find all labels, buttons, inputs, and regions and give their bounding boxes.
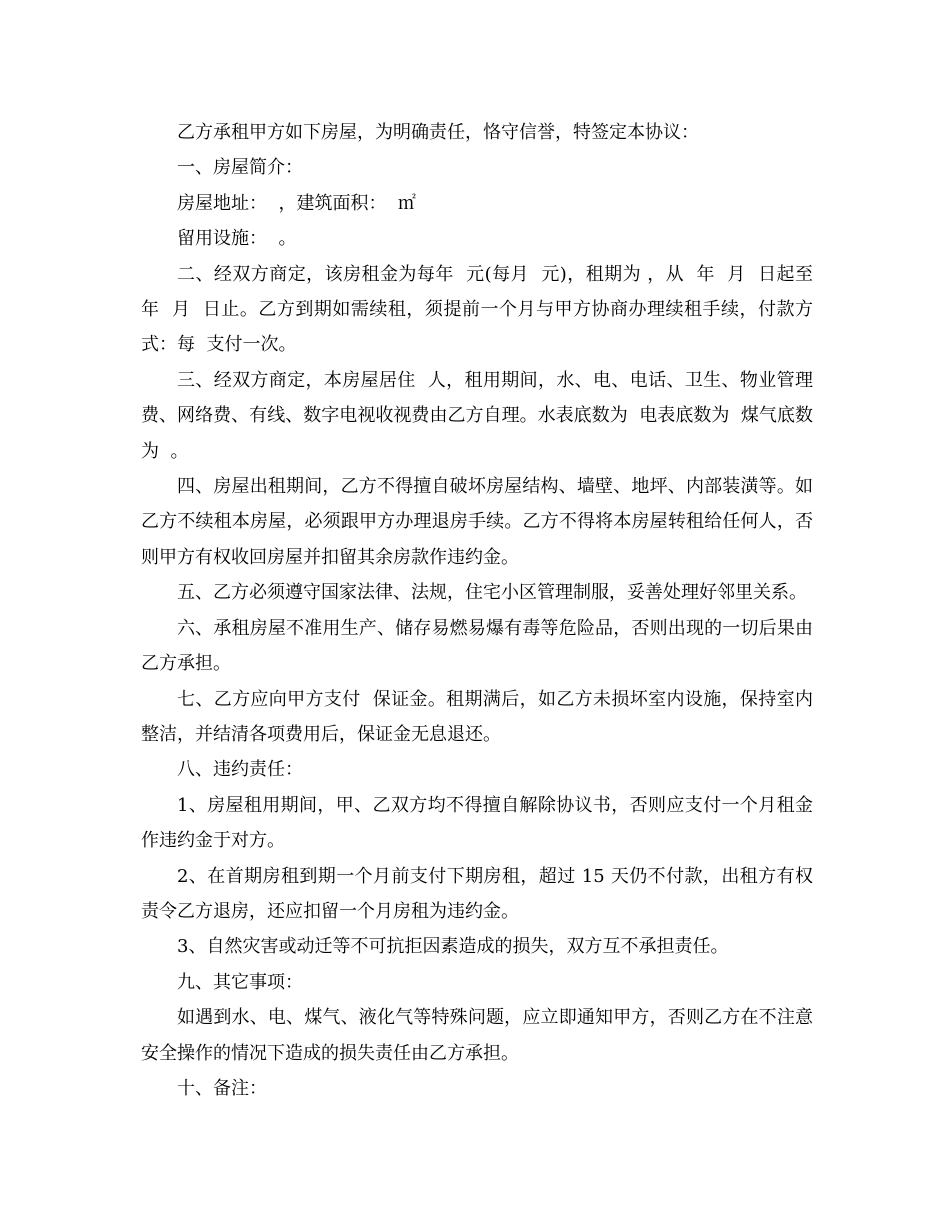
paragraph-other-matters: 如遇到水、电、煤气、液化气等特殊问题，应立即通知甲方，否则乙方在不注意安全操作的情况下造成的损失责任由乙方承担。 (141, 1007, 813, 1064)
paragraph-utilities: 三、经双方商定，本房屋居住 人，租用期间，水、电、电话、卫生、物业管理费、网络费、有线、数字电视收视费由乙方自理。水表底数为 电表底数为 煤气底数为 。 (141, 369, 813, 462)
section-heading-house-intro: 一、房屋简介： (177, 157, 303, 179)
paragraph-rent-terms: 二、经双方商定，该房租金为每年 元(每月 元)，租期为 ，从 年 月 日起至 年 月 日止。乙方到期如需续租，须提前一个月与甲方协商办理续租手续，付款方式：每 支付一次。 (141, 263, 825, 356)
section-heading-remarks: 十、备注： (177, 1077, 267, 1099)
paragraph-breach-2: 2、在首期房租到期一个月前支付下期房租，超过 15 天仍不付款，出租方有权责令乙方退房，还应扣留一个月房租为违约金。 (141, 865, 813, 922)
paragraph-breach-1: 1、房屋租用期间，甲、乙双方均不得擅自解除协议书，否则应支付一个月租金作违约金于对方。 (141, 794, 813, 852)
paragraph-breach-3: 3、自然灾害或动迁等不可抗拒因素造成的损失，双方互不承担责任。 (177, 936, 729, 958)
paragraph-deposit: 七、乙方应向甲方支付 保证金。租期满后，如乙方未损坏室内设施，保持室内整洁，并结清各项费用后，保证金无息退还。 (141, 688, 813, 745)
paragraph-hazards: 六、承租房屋不准用生产、储存易燃易爆有毒等危险品，否则出现的一切后果由乙方承担。 (141, 617, 813, 675)
paragraph-property-rules: 四、房屋出租期间，乙方不得擅自破坏房屋结构、墙壁、地坪、内部装潢等。如乙方不续租本房屋，必须跟甲方办理退房手续。乙方不得将本房屋转租给任何人，否则甲方有权收回房屋并扣留其余房款作违约金。 (141, 476, 813, 568)
paragraph-laws: 五、乙方必须遵守国家法律、法规，住宅小区管理制服，妥善处理好邻里关系。 (177, 582, 807, 604)
section-heading-breach: 八、违约责任： (177, 759, 303, 781)
paragraph-house-address: 房屋地址： ，建筑面积： ㎡ (177, 192, 416, 214)
paragraph-facilities: 留用设施： 。 (177, 228, 297, 250)
paragraph-intro: 乙方承租甲方如下房屋，为明确责任，恪守信誉，特签定本协议： (177, 122, 699, 143)
section-heading-other: 九、其它事项： (177, 971, 303, 993)
document-body (141, 115, 825, 1106)
